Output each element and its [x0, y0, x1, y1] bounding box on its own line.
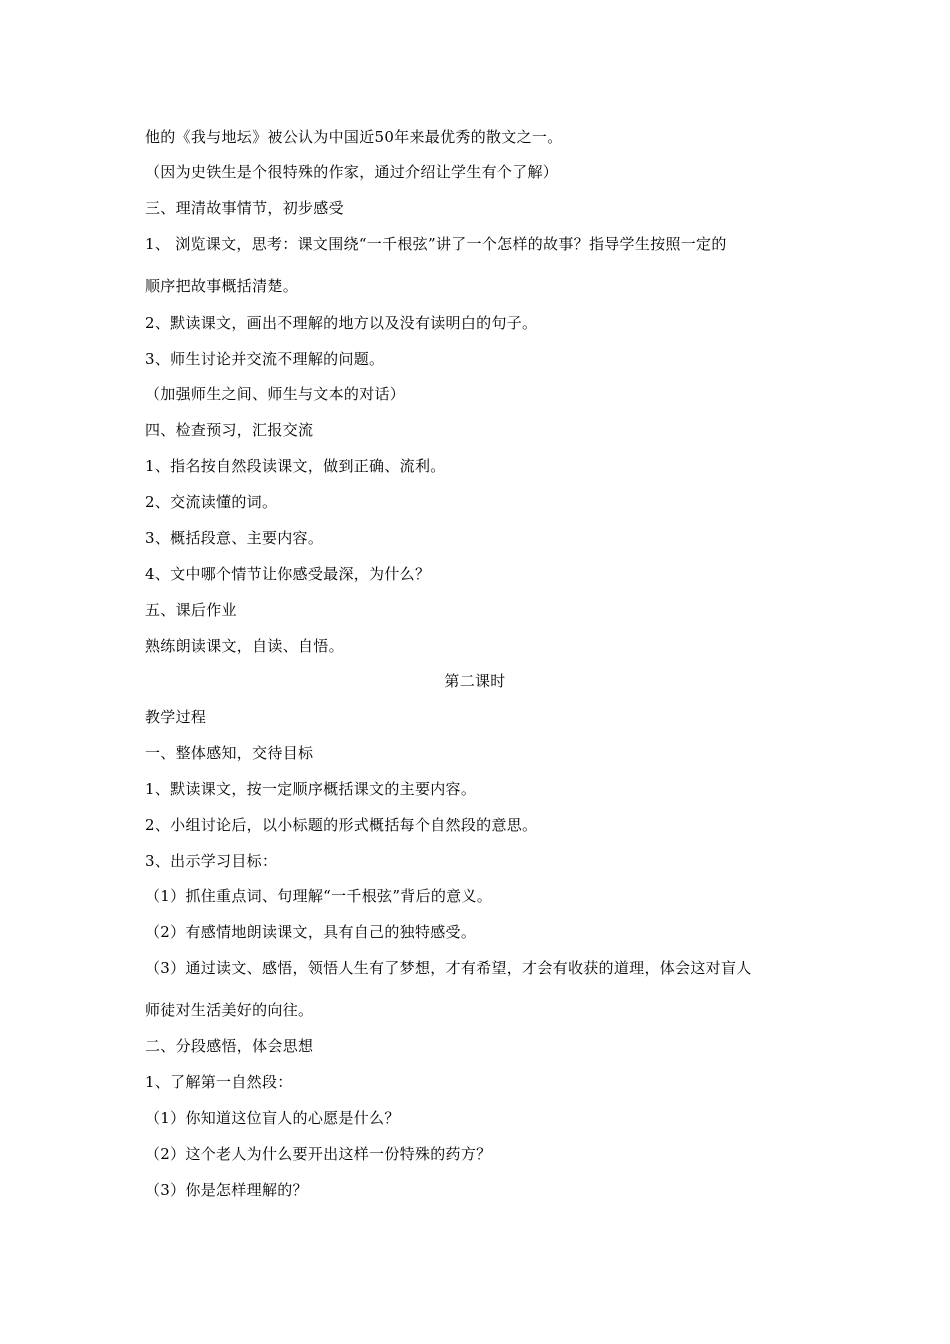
paragraph-line: 顺序把故事概括清楚。: [145, 277, 299, 295]
lesson-title: 第二课时: [444, 672, 506, 690]
paragraph-line: （1）抓住重点词、句理解“一千根弦”背后的意义。: [145, 887, 493, 905]
paragraph-line: 2、默读课文，画出不理解的地方以及没有读明白的句子。: [145, 314, 538, 332]
paragraph-line: （1）你知道这位盲人的心愿是什么？: [145, 1109, 400, 1127]
paragraph-line: （3）通过读文、感悟，领悟人生有了梦想，才有希望，才会有收获的道理，体会这对盲人: [145, 959, 752, 977]
section-heading: 三、理清故事情节，初步感受: [145, 199, 344, 217]
paragraph-line: 他的《我与地坛》被公认为中国近50年来最优秀的散文之一。: [145, 128, 563, 146]
section-heading: 一、整体感知，交待目标: [145, 744, 314, 762]
paragraph-line: （因为史铁生是个很特殊的作家，通过介绍让学生有个了解）: [145, 163, 559, 181]
paragraph-line: 师徒对生活美好的向往。: [145, 1001, 314, 1019]
paragraph-line: 1、指名按自然段读课文，做到正确、流利。: [145, 457, 446, 475]
paragraph-line: （2）这个老人为什么要开出这样一份特殊的药方？: [145, 1145, 492, 1163]
paragraph-line: 3、出示学习目标：: [145, 852, 278, 870]
paragraph-line: 1、默读课文，按一定顺序概括课文的主要内容。: [145, 780, 477, 798]
paragraph-line: 2、小组讨论后，以小标题的形式概括每个自然段的意思。: [145, 816, 538, 834]
paragraph-line: 1、 浏览课文，思考：课文围绕“一千根弦”讲了一个怎样的故事？指导学生按照一定的: [145, 235, 727, 253]
paragraph-line: （2）有感情地朗读课文，具有自己的独特感受。: [145, 923, 477, 941]
paragraph-line: 2、交流读懂的词。: [145, 493, 278, 511]
paragraph-line: （3）你是怎样理解的？: [145, 1181, 308, 1199]
paragraph-line: 3、概括段意、主要内容。: [145, 529, 324, 547]
paragraph-line: 4、文中哪个情节让你感受最深，为什么？: [145, 565, 431, 583]
paragraph-line: 3、师生讨论并交流不理解的问题。: [145, 350, 385, 368]
section-heading: 教学过程: [145, 708, 207, 726]
paragraph-line: 熟练朗读课文，自读、自悟。: [145, 637, 344, 655]
paragraph-line: 1、了解第一自然段：: [145, 1073, 293, 1091]
section-heading: 四、检查预习，汇报交流: [145, 421, 314, 439]
paragraph-line: （加强师生之间、师生与文本的对话）: [145, 385, 406, 403]
section-heading: 二、分段感悟，体会思想: [145, 1037, 314, 1055]
section-heading: 五、课后作业: [145, 601, 237, 619]
